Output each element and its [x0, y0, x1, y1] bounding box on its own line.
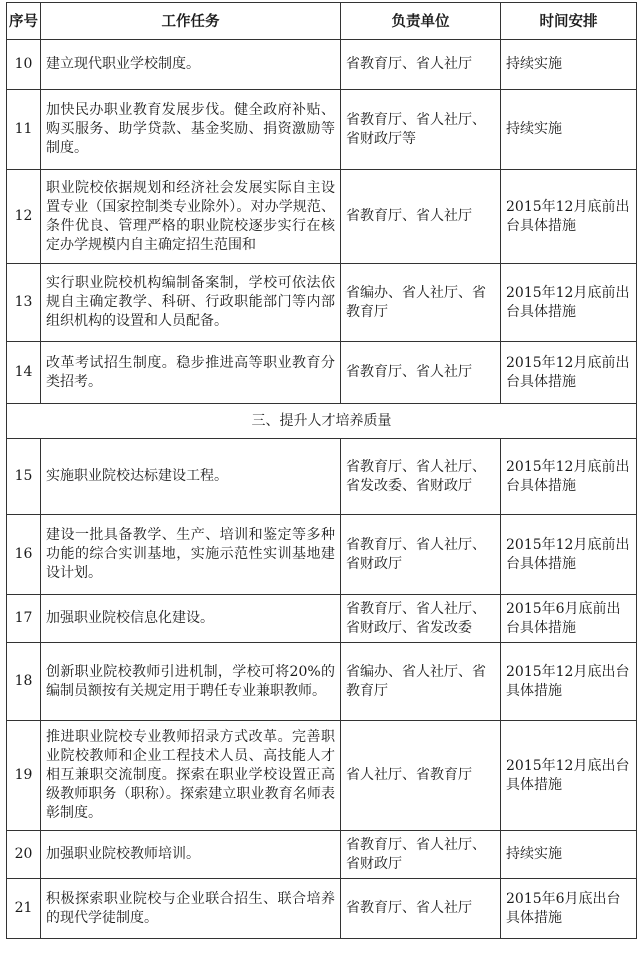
row-time: 2015年12月底出台具体措施: [501, 721, 637, 831]
row-dept: 省教育厅、省人社厅: [341, 342, 501, 404]
table-row: [7, 439, 637, 515]
row-number: 14: [7, 342, 41, 404]
table-row: [7, 643, 637, 721]
row-dept: 省教育厅、省人社厅: [341, 40, 501, 90]
row-dept: 省教育厅、省人社厅、省财政厅等: [341, 90, 501, 170]
row-number: 16: [7, 515, 41, 595]
row-task: 推进职业院校专业教师招录方式改革。完善职业院校教师和企业工程技术人员、高技能人才相互兼职交流制度。探索在职业学校设置正高级教师职务（职称）。探索建立职业教育名师表彰制度。: [41, 721, 341, 831]
row-task: 实行职业院校机构编制备案制，学校可依法依规自主确定教学、科研、行政职能部门等内部组织机构的设置和人员配备。: [41, 264, 341, 342]
table-row: [7, 170, 637, 264]
task-table: [6, 2, 637, 939]
row-number: 17: [7, 595, 41, 643]
row-dept: 省教育厅、省人社厅、省财政厅: [341, 515, 501, 595]
header-num: 序号: [7, 3, 41, 40]
row-time: 2015年12月底前出台具体措施: [501, 515, 637, 595]
table-row: [7, 515, 637, 595]
row-dept: 省人社厅、省教育厅: [341, 721, 501, 831]
table-row: [7, 40, 637, 90]
header-dept: 负责单位: [341, 3, 501, 40]
row-dept: 省教育厅、省人社厅: [341, 879, 501, 939]
row-number: 18: [7, 643, 41, 721]
row-task: 加强职业院校信息化建设。: [41, 595, 341, 643]
row-number: 13: [7, 264, 41, 342]
table-row: [7, 595, 637, 643]
row-task: 实施职业院校达标建设工程。: [41, 439, 341, 515]
row-number: 12: [7, 170, 41, 264]
row-dept: 省编办、省人社厅、省教育厅: [341, 643, 501, 721]
row-time: 2015年6月底出台具体措施: [501, 879, 637, 939]
header-row: [7, 3, 637, 40]
table-row: [7, 264, 637, 342]
row-time: 持续实施: [501, 40, 637, 90]
row-time: 持续实施: [501, 831, 637, 879]
row-task: 加快民办职业教育发展步伐。健全政府补贴、购买服务、助学贷款、基金奖励、捐资激励等制度。: [41, 90, 341, 170]
row-dept: 省编办、省人社厅、省教育厅: [341, 264, 501, 342]
row-number: 11: [7, 90, 41, 170]
row-dept: 省教育厅、省人社厅、省发改委、省财政厅: [341, 439, 501, 515]
row-time: 2015年12月底前出台具体措施: [501, 170, 637, 264]
table-row: [7, 342, 637, 404]
row-dept: 省教育厅、省人社厅: [341, 170, 501, 264]
row-task: 建设一批具备教学、生产、培训和鉴定等多种功能的综合实训基地，实施示范性实训基地建设计划。: [41, 515, 341, 595]
row-dept: 省教育厅、省人社厅、省财政厅、省发改委: [341, 595, 501, 643]
row-task: 积极探索职业院校与企业联合招生、联合培养的现代学徒制度。: [41, 879, 341, 939]
row-number: 20: [7, 831, 41, 879]
table-row: [7, 721, 637, 831]
section-row: [7, 404, 637, 439]
row-task: 创新职业院校教师引进机制，学校可将20%的编制员额按有关规定用于聘任专业兼职教师。: [41, 643, 341, 721]
row-number: 21: [7, 879, 41, 939]
row-task: 改革考试招生制度。稳步推进高等职业教育分类招考。: [41, 342, 341, 404]
row-time: 2015年6月底前出台具体措施: [501, 595, 637, 643]
section-title: 三、提升人才培养质量: [7, 404, 637, 439]
header-time: 时间安排: [501, 3, 637, 40]
table-row: [7, 90, 637, 170]
row-task: 建立现代职业学校制度。: [41, 40, 341, 90]
row-number: 10: [7, 40, 41, 90]
table-row: [7, 879, 637, 939]
row-task: 职业院校依据规划和经济社会发展实际自主设置专业（国家控制类专业除外）。对办学规范、条件优良、管理严格的职业院校逐步实行在核定办学规模内自主确定招生范围和: [41, 170, 341, 264]
header-task: 工作任务: [41, 3, 341, 40]
row-time: 2015年12月底前出台具体措施: [501, 342, 637, 404]
row-time: 2015年12月底前出台具体措施: [501, 264, 637, 342]
row-time: 2015年12月底前出台具体措施: [501, 439, 637, 515]
row-task: 加强职业院校教师培训。: [41, 831, 341, 879]
table-row: [7, 831, 637, 879]
row-number: 19: [7, 721, 41, 831]
row-number: 15: [7, 439, 41, 515]
row-dept: 省教育厅、省人社厅、省财政厅: [341, 831, 501, 879]
row-time: 持续实施: [501, 90, 637, 170]
row-time: 2015年12月底出台具体措施: [501, 643, 637, 721]
